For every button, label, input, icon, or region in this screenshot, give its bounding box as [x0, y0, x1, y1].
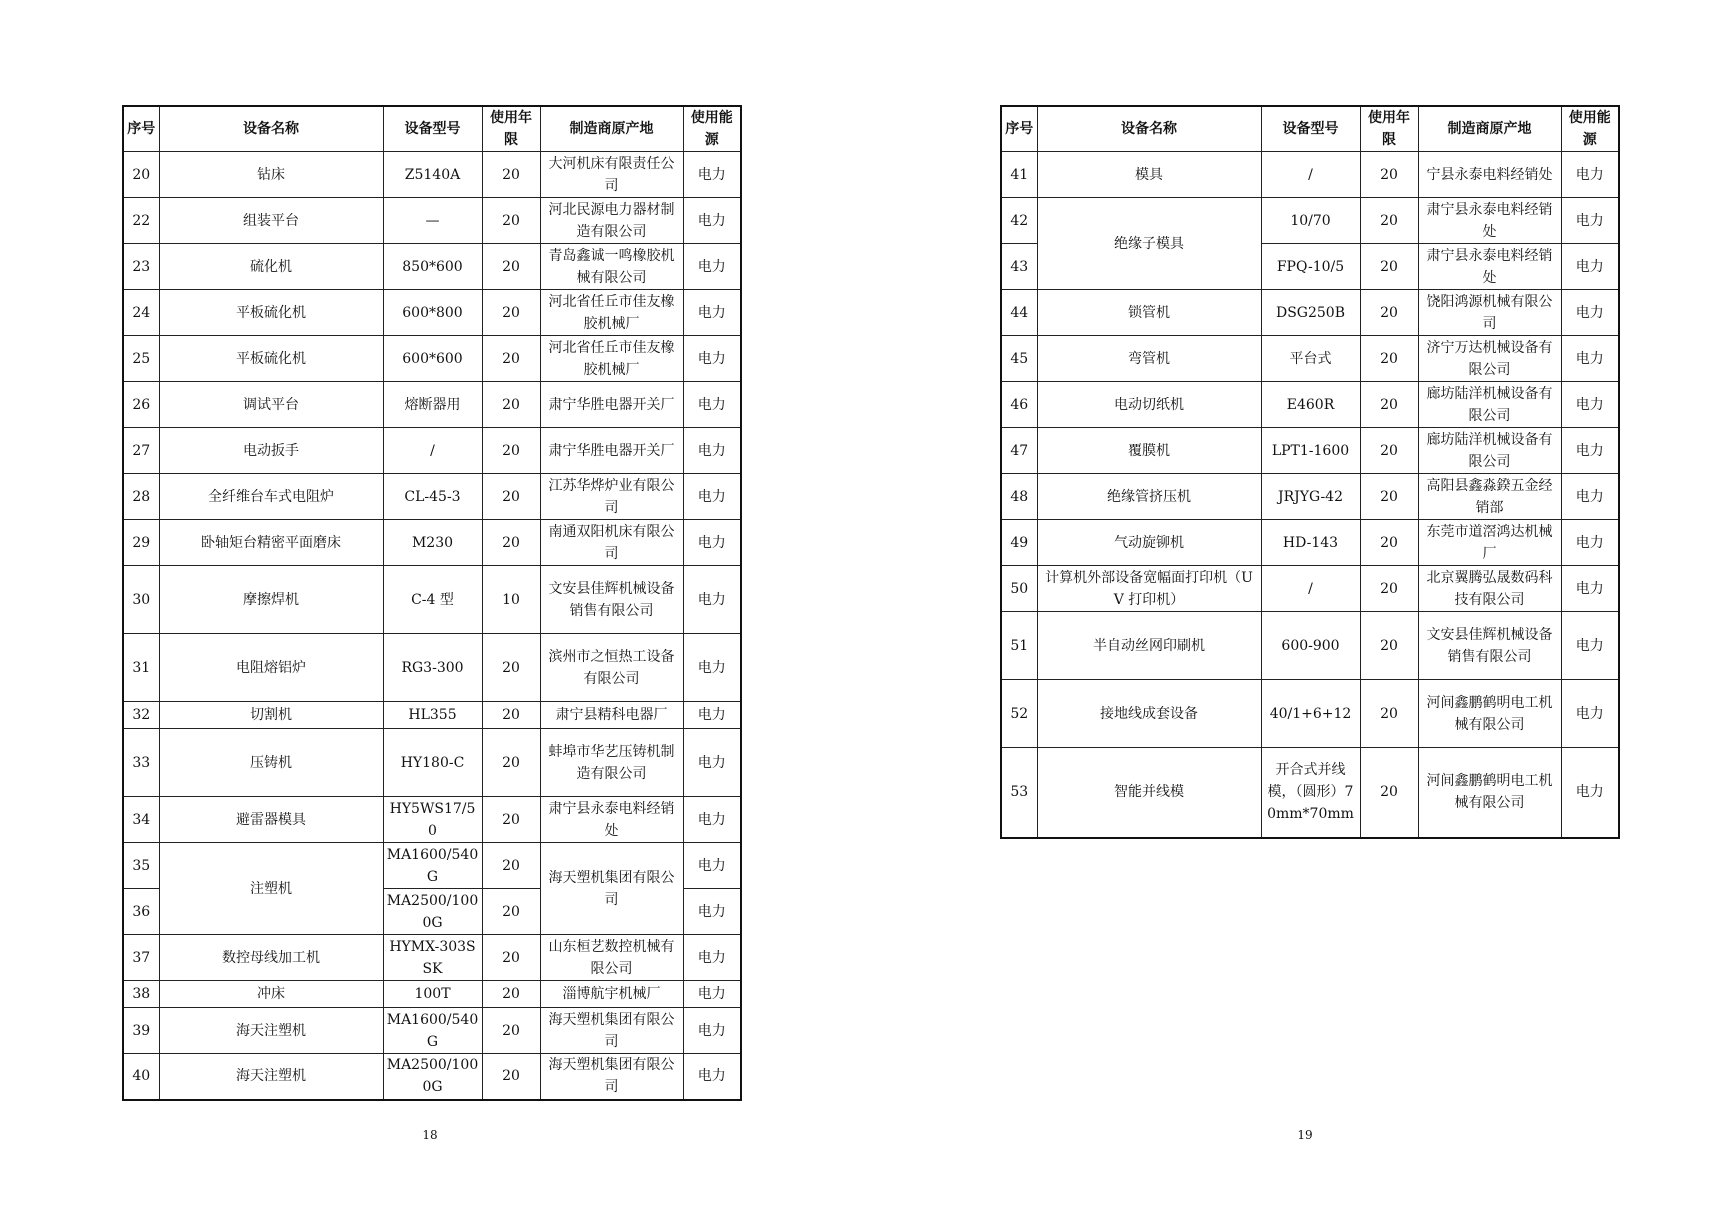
cell-years: 20	[1360, 198, 1418, 244]
cell-name: 接地线成套设备	[1037, 680, 1261, 748]
cell-energy: 电力	[683, 889, 741, 935]
cell-maker: 廊坊陆洋机械设备有限公司	[1418, 428, 1561, 474]
cell-seq: 41	[1001, 152, 1037, 198]
cell-seq: 35	[123, 843, 159, 889]
table-header-row	[123, 106, 741, 152]
cell-seq: 30	[123, 566, 159, 634]
cell-model: /	[1261, 152, 1360, 198]
cell-model: LPT1-1600	[1261, 428, 1360, 474]
cell-model: 10/70	[1261, 198, 1360, 244]
cell-seq: 27	[123, 428, 159, 474]
cell-maker: 东莞市道滘鸿达机械厂	[1418, 520, 1561, 566]
cell-model: 600*800	[383, 290, 482, 336]
cell-seq: 38	[123, 981, 159, 1008]
header-energy: 使用能源	[683, 106, 741, 152]
cell-seq: 45	[1001, 336, 1037, 382]
page-number: 18	[422, 1128, 438, 1142]
cell-seq: 29	[123, 520, 159, 566]
cell-years: 20	[1360, 474, 1418, 520]
cell-years: 20	[482, 290, 540, 336]
cell-model: JRJYG-42	[1261, 474, 1360, 520]
header-seq: 序号	[1001, 106, 1037, 152]
cell-maker: 河间鑫鹏鹤明电工机械有限公司	[1418, 680, 1561, 748]
cell-model: FPQ-10/5	[1261, 244, 1360, 290]
cell-energy: 电力	[683, 290, 741, 336]
table-row	[123, 981, 741, 1008]
table-row	[1001, 382, 1619, 428]
cell-seq: 26	[123, 382, 159, 428]
table-row	[123, 935, 741, 981]
cell-seq: 36	[123, 889, 159, 935]
cell-name: 电阻熔铝炉	[159, 634, 383, 702]
cell-maker: 宁县永泰电料经销处	[1418, 152, 1561, 198]
cell-model: Z5140A	[383, 152, 482, 198]
cell-seq: 43	[1001, 244, 1037, 290]
cell-name: 覆膜机	[1037, 428, 1261, 474]
cell-maker: 河北民源电力器材制造有限公司	[540, 198, 683, 244]
cell-seq: 24	[123, 290, 159, 336]
table-row	[1001, 680, 1619, 748]
cell-maker: 海天塑机集团有限公司	[540, 1054, 683, 1100]
cell-seq: 33	[123, 729, 159, 797]
cell-years: 20	[482, 797, 540, 843]
cell-name: 全纤维台车式电阻炉	[159, 474, 383, 520]
table-row	[123, 566, 741, 634]
cell-seq: 34	[123, 797, 159, 843]
table-row	[123, 244, 741, 290]
cell-maker: 高阳县鑫淼鍨五金经销部	[1418, 474, 1561, 520]
cell-energy: 电力	[1561, 474, 1619, 520]
cell-years: 20	[482, 1054, 540, 1100]
cell-energy: 电力	[683, 797, 741, 843]
cell-seq: 52	[1001, 680, 1037, 748]
cell-maker: 肃宁华胜电器开关厂	[540, 382, 683, 428]
page-number: 19	[1297, 1128, 1313, 1142]
cell-model: HY180-C	[383, 729, 482, 797]
cell-years: 20	[482, 702, 540, 729]
cell-name: 注塑机	[159, 843, 383, 935]
table-row	[123, 290, 741, 336]
cell-name: 电动扳手	[159, 428, 383, 474]
cell-energy: 电力	[1561, 428, 1619, 474]
cell-energy: 电力	[1561, 336, 1619, 382]
cell-maker: 北京翼腾弘晟数码科技有限公司	[1418, 566, 1561, 612]
cell-model: /	[383, 428, 482, 474]
cell-model: HYMX-303SSK	[383, 935, 482, 981]
cell-energy: 电力	[683, 1054, 741, 1100]
cell-model: MA1600/540G	[383, 1008, 482, 1054]
cell-seq: 50	[1001, 566, 1037, 612]
header-name: 设备名称	[1037, 106, 1261, 152]
cell-maker: 山东桓艺数控机械有限公司	[540, 935, 683, 981]
cell-energy: 电力	[1561, 612, 1619, 680]
cell-model: HL355	[383, 702, 482, 729]
cell-seq: 32	[123, 702, 159, 729]
cell-name: 摩擦焊机	[159, 566, 383, 634]
cell-name: 硫化机	[159, 244, 383, 290]
cell-name: 半自动丝网印刷机	[1037, 612, 1261, 680]
header-name: 设备名称	[159, 106, 383, 152]
cell-name: 切割机	[159, 702, 383, 729]
cell-name: 气动旋铆机	[1037, 520, 1261, 566]
cell-seq: 46	[1001, 382, 1037, 428]
cell-years: 20	[1360, 680, 1418, 748]
cell-energy: 电力	[683, 336, 741, 382]
cell-energy: 电力	[1561, 152, 1619, 198]
cell-seq: 49	[1001, 520, 1037, 566]
table-row	[123, 729, 741, 797]
cell-model: 40/1+6+12	[1261, 680, 1360, 748]
cell-energy: 电力	[1561, 382, 1619, 428]
cell-energy: 电力	[683, 428, 741, 474]
table-row	[1001, 290, 1619, 336]
cell-maker: 河北省任丘市佳友橡胶机械厂	[540, 290, 683, 336]
cell-seq: 25	[123, 336, 159, 382]
cell-model: HY5WS17/50	[383, 797, 482, 843]
cell-name: 冲床	[159, 981, 383, 1008]
cell-model: —	[383, 198, 482, 244]
cell-years: 20	[482, 1008, 540, 1054]
header-maker: 制造商原产地	[540, 106, 683, 152]
cell-model: C-4 型	[383, 566, 482, 634]
table-row	[1001, 748, 1619, 838]
cell-model: MA1600/540G	[383, 843, 482, 889]
table-header-row	[1001, 106, 1619, 152]
cell-maker: 江苏华烨炉业有限公司	[540, 474, 683, 520]
table-row	[123, 797, 741, 843]
cell-name: 调试平台	[159, 382, 383, 428]
cell-years: 20	[482, 843, 540, 889]
cell-energy: 电力	[1561, 680, 1619, 748]
cell-maker: 南通双阳机床有限公司	[540, 520, 683, 566]
table-row	[123, 198, 741, 244]
table-row	[123, 520, 741, 566]
cell-name: 弯管机	[1037, 336, 1261, 382]
cell-name: 组装平台	[159, 198, 383, 244]
cell-years: 20	[1360, 520, 1418, 566]
cell-energy: 电力	[1561, 748, 1619, 838]
table-row	[123, 843, 741, 889]
table-row	[1001, 336, 1619, 382]
cell-energy: 电力	[683, 1008, 741, 1054]
table-row	[1001, 474, 1619, 520]
cell-maker: 肃宁华胜电器开关厂	[540, 428, 683, 474]
cell-years: 20	[1360, 290, 1418, 336]
cell-name: 模具	[1037, 152, 1261, 198]
cell-name: 平板硫化机	[159, 336, 383, 382]
cell-energy: 电力	[1561, 566, 1619, 612]
cell-seq: 39	[123, 1008, 159, 1054]
cell-model: MA2500/1000G	[383, 889, 482, 935]
cell-years: 10	[482, 566, 540, 634]
cell-maker: 滨州市之恒热工设备有限公司	[540, 634, 683, 702]
cell-model: CL-45-3	[383, 474, 482, 520]
cell-name: 钻床	[159, 152, 383, 198]
header-years: 使用年限	[482, 106, 540, 152]
cell-years: 20	[482, 520, 540, 566]
left-page	[0, 0, 864, 1211]
table-row	[123, 1008, 741, 1054]
cell-energy: 电力	[1561, 290, 1619, 336]
cell-model: 开合式并线模，（圆形）70mm*70mm	[1261, 748, 1360, 838]
cell-model: MA2500/1000G	[383, 1054, 482, 1100]
cell-model: RG3-300	[383, 634, 482, 702]
cell-energy: 电力	[683, 244, 741, 290]
cell-model: 平台式	[1261, 336, 1360, 382]
cell-seq: 44	[1001, 290, 1037, 336]
cell-maker: 青岛鑫诚一鸣橡胶机械有限公司	[540, 244, 683, 290]
equipment-table-right	[1000, 105, 1620, 839]
cell-model: 熔断器用	[383, 382, 482, 428]
cell-years: 20	[482, 244, 540, 290]
cell-years: 20	[482, 382, 540, 428]
cell-years: 20	[1360, 244, 1418, 290]
cell-name: 海天注塑机	[159, 1008, 383, 1054]
cell-name: 海天注塑机	[159, 1054, 383, 1100]
header-seq: 序号	[123, 106, 159, 152]
cell-model: 600-900	[1261, 612, 1360, 680]
cell-maker: 文安县佳辉机械设备销售有限公司	[1418, 612, 1561, 680]
cell-maker: 肃宁县永泰电料经销处	[540, 797, 683, 843]
table-row	[1001, 520, 1619, 566]
cell-seq: 42	[1001, 198, 1037, 244]
cell-seq: 23	[123, 244, 159, 290]
cell-maker: 肃宁县永泰电料经销处	[1418, 244, 1561, 290]
table-row	[123, 702, 741, 729]
cell-years: 20	[482, 729, 540, 797]
cell-model: 100T	[383, 981, 482, 1008]
cell-energy: 电力	[683, 474, 741, 520]
cell-name: 卧轴矩台精密平面磨床	[159, 520, 383, 566]
cell-energy: 电力	[1561, 520, 1619, 566]
header-model: 设备型号	[383, 106, 482, 152]
cell-years: 20	[482, 474, 540, 520]
cell-maker: 饶阳鸿源机械有限公司	[1418, 290, 1561, 336]
table-row	[123, 336, 741, 382]
cell-years: 20	[1360, 566, 1418, 612]
cell-model: HD-143	[1261, 520, 1360, 566]
cell-maker: 河北省任丘市佳友橡胶机械厂	[540, 336, 683, 382]
cell-maker: 文安县佳辉机械设备销售有限公司	[540, 566, 683, 634]
cell-seq: 22	[123, 198, 159, 244]
cell-years: 20	[482, 935, 540, 981]
cell-maker: 蚌埠市华艺压铸机制造有限公司	[540, 729, 683, 797]
cell-energy: 电力	[683, 382, 741, 428]
table-row	[123, 634, 741, 702]
cell-name: 电动切纸机	[1037, 382, 1261, 428]
cell-seq: 37	[123, 935, 159, 981]
cell-years: 20	[1360, 336, 1418, 382]
cell-energy: 电力	[683, 634, 741, 702]
header-model: 设备型号	[1261, 106, 1360, 152]
cell-maker: 廊坊陆洋机械设备有限公司	[1418, 382, 1561, 428]
header-years: 使用年限	[1360, 106, 1418, 152]
cell-years: 20	[1360, 152, 1418, 198]
cell-energy: 电力	[683, 520, 741, 566]
cell-seq: 40	[123, 1054, 159, 1100]
cell-energy: 电力	[683, 702, 741, 729]
cell-name: 锁管机	[1037, 290, 1261, 336]
cell-name: 平板硫化机	[159, 290, 383, 336]
cell-seq: 28	[123, 474, 159, 520]
table-row	[1001, 152, 1619, 198]
cell-seq: 53	[1001, 748, 1037, 838]
header-maker: 制造商原产地	[1418, 106, 1561, 152]
cell-name: 数控母线加工机	[159, 935, 383, 981]
equipment-table-left	[122, 105, 742, 1101]
cell-years: 20	[1360, 428, 1418, 474]
table-row	[123, 474, 741, 520]
right-page	[864, 0, 1729, 1211]
cell-years: 20	[482, 428, 540, 474]
cell-name: 压铸机	[159, 729, 383, 797]
table-row	[1001, 198, 1619, 244]
cell-years: 20	[482, 634, 540, 702]
cell-maker: 河间鑫鹏鹤明电工机械有限公司	[1418, 748, 1561, 838]
table-row	[1001, 428, 1619, 474]
cell-name: 计算机外部设备宽幅面打印机（UV 打印机）	[1037, 566, 1261, 612]
cell-name: 绝缘管挤压机	[1037, 474, 1261, 520]
cell-energy: 电力	[683, 152, 741, 198]
table-row	[123, 1054, 741, 1100]
header-energy: 使用能源	[1561, 106, 1619, 152]
cell-years: 20	[1360, 612, 1418, 680]
cell-years: 20	[1360, 382, 1418, 428]
cell-maker: 海天塑机集团有限公司	[540, 843, 683, 935]
table-row	[1001, 612, 1619, 680]
cell-energy: 电力	[683, 935, 741, 981]
cell-maker: 淄博航宇机械厂	[540, 981, 683, 1008]
cell-energy: 电力	[1561, 244, 1619, 290]
cell-maker: 大河机床有限责任公司	[540, 152, 683, 198]
cell-energy: 电力	[683, 843, 741, 889]
cell-model: M230	[383, 520, 482, 566]
table-row	[123, 152, 741, 198]
cell-years: 20	[482, 198, 540, 244]
cell-energy: 电力	[683, 566, 741, 634]
cell-seq: 48	[1001, 474, 1037, 520]
cell-years: 20	[482, 336, 540, 382]
cell-energy: 电力	[683, 981, 741, 1008]
cell-years: 20	[482, 981, 540, 1008]
cell-years: 20	[1360, 748, 1418, 838]
cell-energy: 电力	[683, 729, 741, 797]
cell-years: 20	[482, 152, 540, 198]
cell-seq: 51	[1001, 612, 1037, 680]
table-row	[1001, 566, 1619, 612]
cell-years: 20	[482, 889, 540, 935]
cell-maker: 济宁万达机械设备有限公司	[1418, 336, 1561, 382]
cell-name: 避雷器模具	[159, 797, 383, 843]
table-row	[123, 382, 741, 428]
cell-maker: 肃宁县精科电器厂	[540, 702, 683, 729]
cell-model: 600*600	[383, 336, 482, 382]
cell-model: 850*600	[383, 244, 482, 290]
cell-maker: 海天塑机集团有限公司	[540, 1008, 683, 1054]
cell-seq: 47	[1001, 428, 1037, 474]
cell-model: /	[1261, 566, 1360, 612]
cell-seq: 20	[123, 152, 159, 198]
cell-name: 绝缘子模具	[1037, 198, 1261, 290]
table-row	[123, 428, 741, 474]
cell-name: 智能并线模	[1037, 748, 1261, 838]
cell-model: DSG250B	[1261, 290, 1360, 336]
cell-maker: 肃宁县永泰电料经销处	[1418, 198, 1561, 244]
cell-energy: 电力	[1561, 198, 1619, 244]
cell-energy: 电力	[683, 198, 741, 244]
cell-model: E460R	[1261, 382, 1360, 428]
cell-seq: 31	[123, 634, 159, 702]
